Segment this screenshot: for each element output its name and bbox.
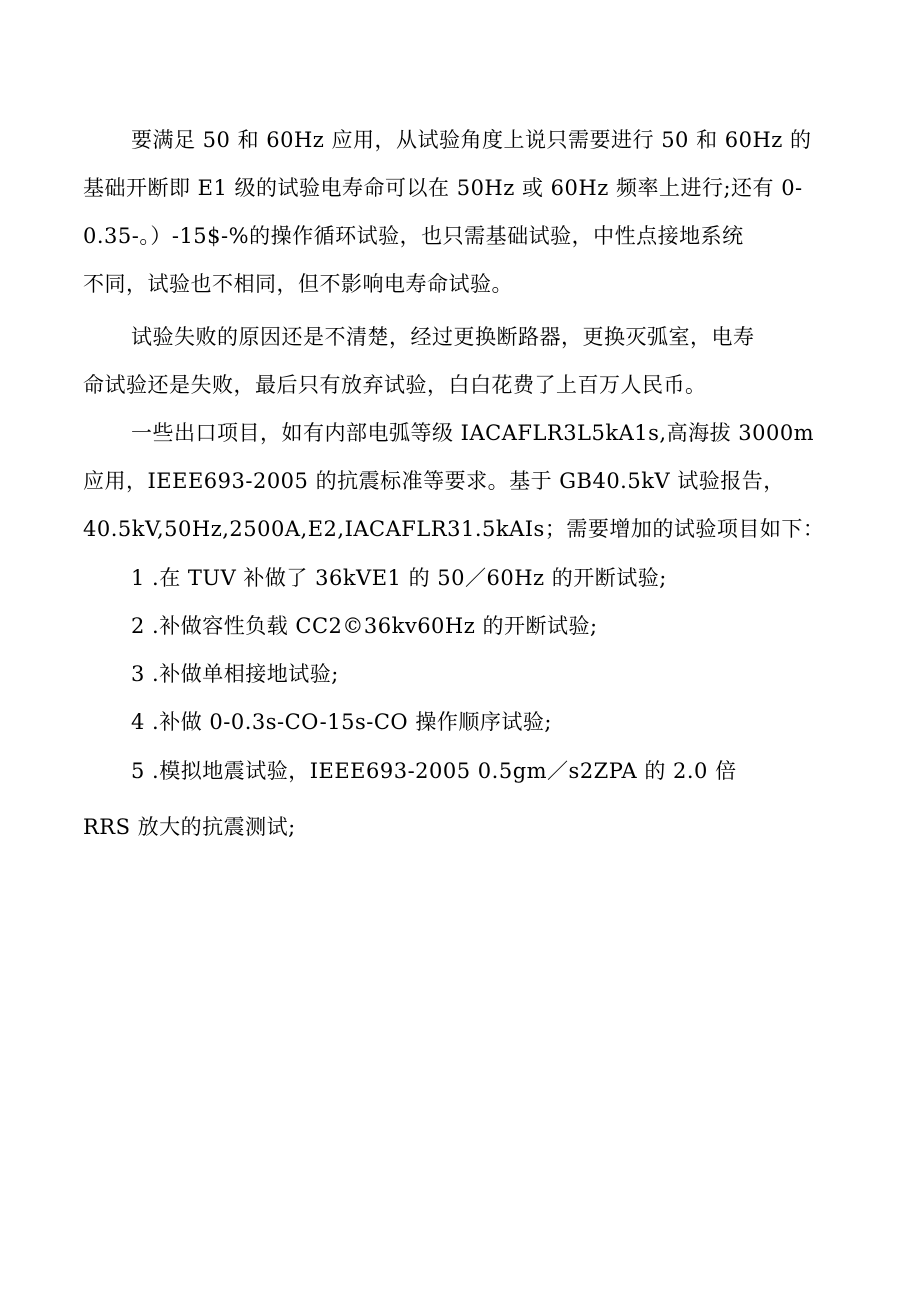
paragraph-1-line-1: 要满足 50 和 60Hz 应用，从试验角度上说只需要进行 50 和 60Hz 的 — [131, 128, 812, 152]
list-item-5-continuation: RRS 放大的抗震测试; — [83, 815, 296, 839]
paragraph-1-line-4: 不同，试验也不相同，但不影响电寿命试验。 — [83, 272, 513, 296]
list-item-3: 3 .补做单相接地试验; — [131, 662, 339, 686]
paragraph-3-line-2: 应用，IEEE693-2005 的抗震标准等要求。基于 GB40.5kV 试验报告， — [83, 469, 785, 493]
list-item-1: 1 .在 TUV 补做了 36kVE1 的 50／60Hz 的开断试验; — [131, 566, 667, 590]
list-item-2: 2 .补做容性负载 CC2©36kv60Hz 的开断试验; — [131, 614, 598, 638]
paragraph-1-line-2: 基础开断即 E1 级的试验电寿命可以在 50Hz 或 60Hz 频率上进行;还有 0- — [83, 176, 803, 200]
paragraph-2-line-2: 命试验还是失败，最后只有放弃试验，白白花费了上百万人民币。 — [83, 373, 707, 397]
list-item-4: 4 .补做 0-0.3s-CO-15s-CO 操作顺序试验; — [131, 710, 552, 734]
paragraph-3-line-1: 一些出口项目，如有内部电弧等级 IACAFLR3L5kA1s,高海拔 3000m — [131, 421, 815, 445]
paragraph-3-line-3: 40.5kV,50Hz,2500A,E2,IACAFLR31.5kAIs；需要增加的试验项目如下： — [83, 517, 825, 541]
list-item-5: 5 .模拟地震试验，IEEE693-2005 0.5gm／s2ZPA 的 2.0 倍 — [131, 759, 737, 783]
paragraph-2-line-1: 试验失败的原因还是不清楚，经过更换断路器，更换灭弧室，电寿 — [131, 325, 755, 349]
paragraph-1-line-3: 0.35-。）-15$-%的操作循环试验，也只需基础试验，中性点接地系统 — [83, 224, 744, 248]
